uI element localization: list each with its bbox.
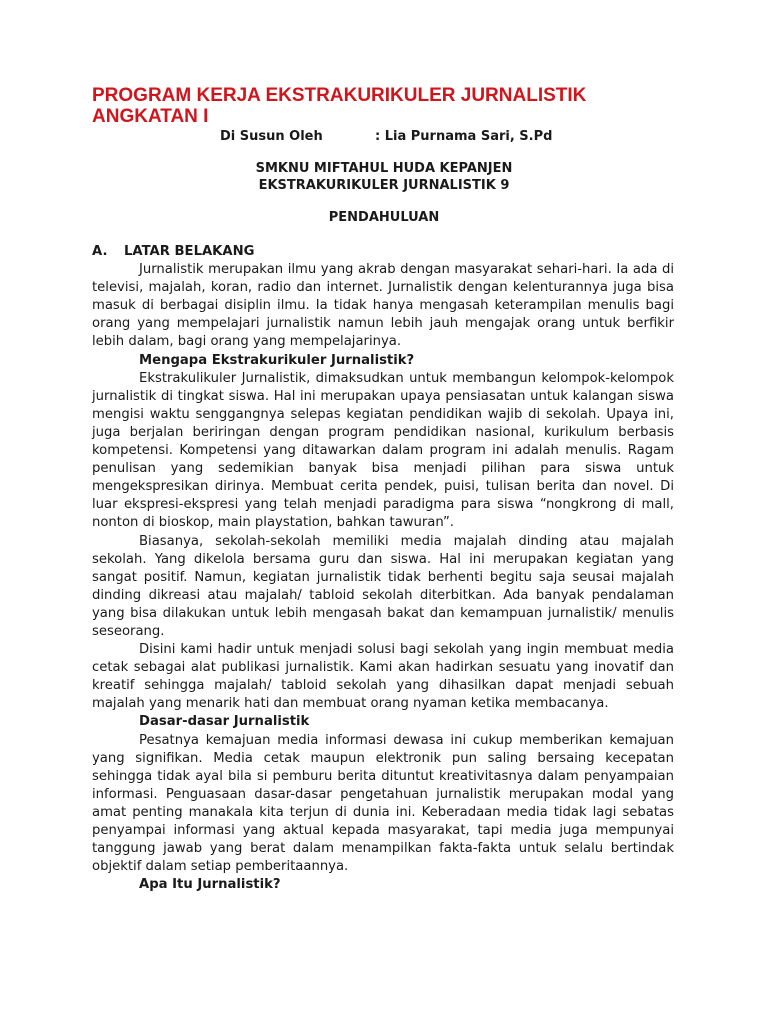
paragraph: Jurnalistik merupakan ilmu yang akrab dengan masyarakat sehari-hari. Ia ada di televisi, majalah, koran, radio dan internet. Jurnalistik dengan kelenturannya juga bisa masuk di berbagai disiplin ilmu. Ia tidak hanya mengasah keterampilan menulis bagi orang yang mempelajari jurnalistik namun lebih jauh mengajak orang untuk berfikir lebih dalam, bagi orang yang mempelajarinya. [92,262,674,350]
paragraph: Disini kami hadir untuk menjadi solusi bagi sekolah yang ingin membuat media cetak sebagai alat publikasi jurnalistik. Kami akan hadirkan sesuatu yang inovatif dan kreatif sehingga majalah/ tabloid sekolah yang dihasilkan dapat menjadi sebuah majalah yang menarik hati dan membuat orang nyaman ketika membacanya. [92,642,674,712]
section-heading [92,243,674,261]
program-name: EKSTRAKURIKULER JURNALISTIK 9 [258,178,510,193]
document-title: PROGRAM KERJA EKSTRAKURIKULER JURNALISTIK ANGKATAN I [92,85,587,127]
school-name: SMKNU MIFTAHUL HUDA KEPANJEN [255,161,513,176]
document-body [92,243,674,894]
author-name: : Lia Purnama Sari, S.Pd [375,129,553,144]
section-number: A. [92,244,108,259]
paragraph: Ekstrakulikuler Jurnalistik, dimaksudkan untuk membangun kelompok-kelompok jurnalistik di tingkat siswa. Hal ini merupakan upaya pensiasatan untuk kalangan siswa mengisi waktu senggangnya selepas kegiatan pendidikan wajib di sekolah. Upaya ini, juga berjalan beriringan dengan program pendidikan nasional, kurikulum berbasis kompetensi. Kompetensi yang ditawarkan dalam program ini adalah menulis. Ragam penulisan yang sedemikian banyak bisa menjadi pilihan para siswa untuk mengekspresikan dirinya. Membuat cerita pendek, puisi, tulisan berita dan novel. Di luar ekspresi-ekspresi yang telah menjadi paradigma para siswa “nongkrong di mall, nonton di bioskop, main playstation, bahkan tawuran”. [92,370,674,531]
author-label: Di Susun Oleh [220,129,323,144]
subheading-what: Apa Itu Jurnalistik? [139,877,281,893]
section-title: LATAR BELAKANG [124,244,255,259]
subheading-basics: Dasar-dasar Jurnalistik [139,714,310,730]
subheading-why: Mengapa Ekstrakurikuler Jurnalistik? [139,352,415,368]
paragraph: Biasanya, sekolah-sekolah memiliki media majalah dinding atau majalah sekolah. Yang dikelola bersama guru dan siswa. Hal ini merupakan kegiatan yang sangat positif. Namun, kegiatan jurnalistik tidak berhenti begitu saja seusai majalah dinding dikreasi atau majalah/ tabloid sekolah diterbitkan. Ada banyak pendalaman yang bisa dilakukan untuk lebih mengasah bakat dan kemampuan jurnalistik/ menulis seseorang. [92,533,674,639]
chapter-heading: PENDAHULUAN [328,210,440,225]
paragraph: Pesatnya kemajuan media informasi dewasa ini cukup memberikan kemajuan yang signifikan. Media cetak maupun elektronik pun saling bersaing kecepatan sehingga tidak ayal bila si pemburu berita dituntut kreativitasnya dalam penyampaian informasi. Penguasaan dasar-dasar pengetahuan jurnalistik merupakan modal yang amat penting manakala kita terjun di dunia ini. Keberadaan media tidak lagi sebatas penyampai informasi yang aktual kepada masyarakat, tapi media juga mempunyai tanggung jawab yang berat dalam menampilkan fakta-fakta untuk selalu bertindak objektif dalam setiap pemberitaannya. [92,732,674,875]
